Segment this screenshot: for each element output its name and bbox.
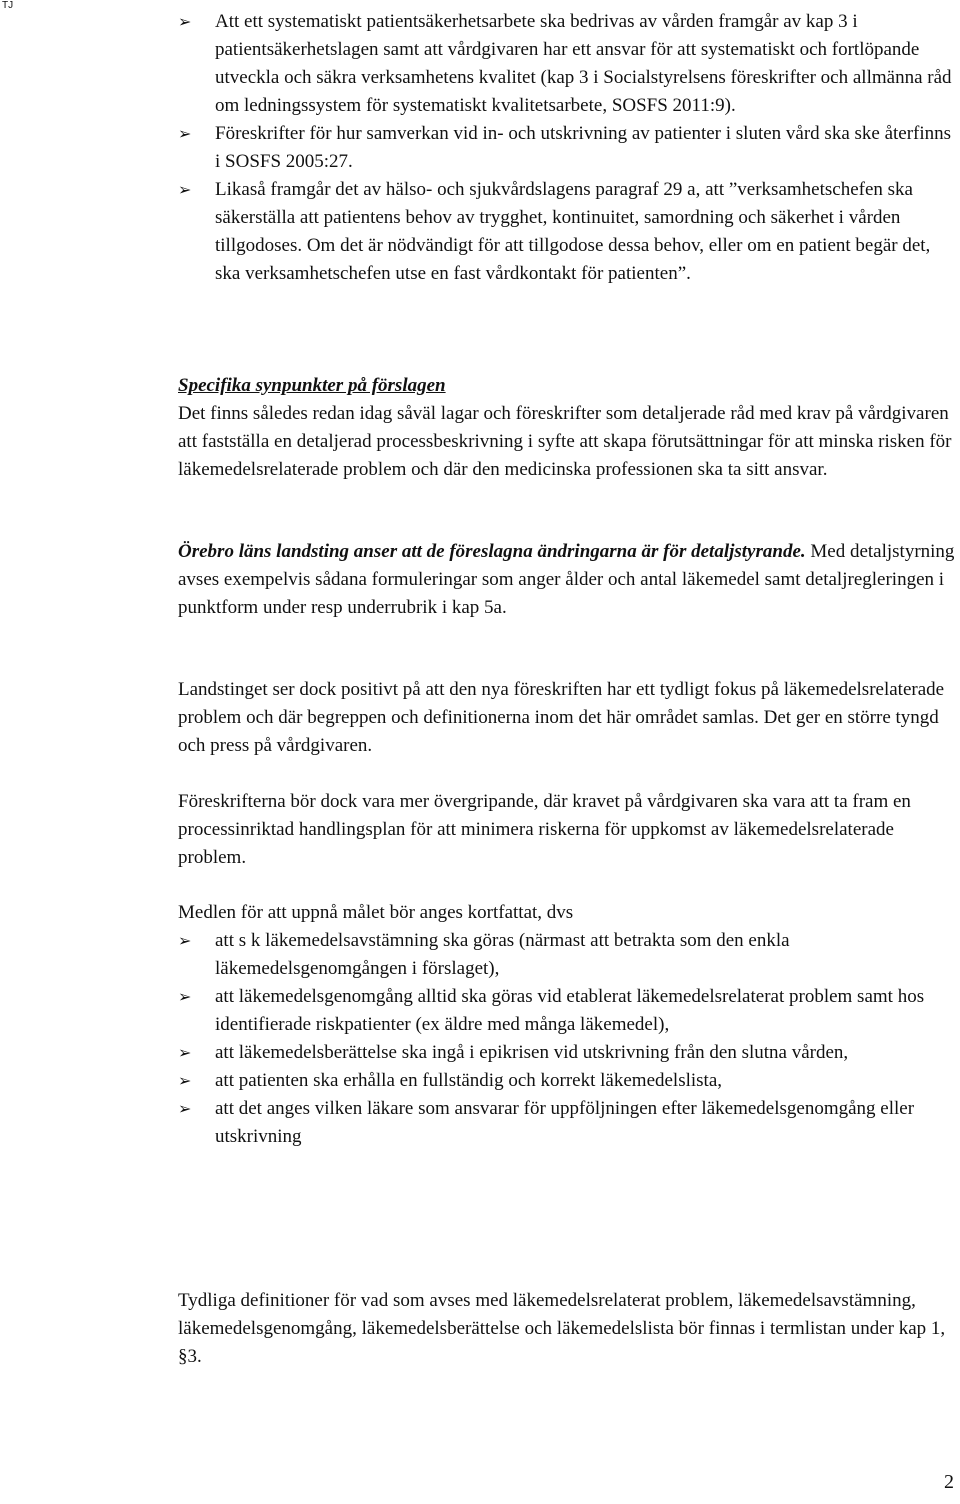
list-item-text: Att ett systematiskt patientsäkerhetsarbete ska bedrivas av vården framgår av kap 3 i patientsäkerhetslagen samt att vårdgivaren har ett ansvar för att systematiskt och fortlöpande utveckla och säkra verksamhetens kvalitet (kap 3 i Socialstyrelsens föreskrifter och allmänna råd om ledningssystem för systematiskt kvalitetsarbete, SOSFS 2011:9). (215, 11, 952, 116)
section-heading: Specifika synpunkter på förslagen (178, 375, 446, 396)
paragraph-text: Tydliga definitioner för vad som avses med läkemedelsrelaterat problem, läkemedelsavstämning, läkemedelsgenomgång, läkemedelsberättelse och läkemedelslista bör finnas i termlistan under kap 1, §3. (178, 1290, 946, 1367)
opinion-paragraph (178, 538, 960, 622)
list-item (178, 1067, 960, 1095)
list-item-text: att patienten ska erhålla en fullständig och korrekt läkemedelslista, (215, 1070, 723, 1091)
list-item (178, 983, 960, 1039)
arrow-bullet-icon: ➢ (178, 1099, 192, 1118)
arrow-bullet-icon: ➢ (178, 1043, 192, 1062)
paragraph-text: Föreskrifterna bör dock vara mer övergripande, där kravet på vårdgivaren ska vara att ta fram en processinriktad handlingsplan för att minimera riskerna för uppkomst av läkemedelsrelaterade problem. (178, 791, 911, 868)
list-item (178, 8, 960, 120)
list-item-text: att läkemedelsgenomgång alltid ska göras vid etablerat läkemedelsrelaterat problem samt hos identifierade riskpatienter (ex äldre med många läkemedel), (215, 986, 925, 1035)
list-item-text: att det anges vilken läkare som ansvarar för uppföljningen efter läkemedelsgenomgång eller utskrivning (215, 1098, 915, 1147)
means-intro (178, 899, 960, 927)
list-item (178, 1095, 960, 1151)
list-item (178, 927, 960, 983)
arrow-bullet-icon: ➢ (178, 12, 192, 31)
opinion-statement: Örebro läns landsting anser att de föreslagna ändringarna är för detaljstyrande. (178, 541, 806, 562)
arrow-bullet-icon: ➢ (178, 931, 192, 950)
list-item-text: att läkemedelsberättelse ska ingå i epikrisen vid utskrivning från den slutna vården, (215, 1042, 849, 1063)
list-item-text: att s k läkemedelsavstämning ska göras (närmast att betrakta som den enkla läkemedelsgenomgången i förslaget), (215, 930, 790, 979)
definitions-paragraph (178, 1287, 960, 1371)
list-item (178, 1039, 960, 1067)
section-paragraph: Det finns således redan idag såväl lagar och föreskrifter som detaljerade råd med krav på vårdgivaren att fastställa en detaljerad processbeskrivning i syfte att skapa förutsättningar för att minska risken för läkemedelsrelaterade problem och där den medicinska professionen ska ta sitt ansvar. (178, 403, 952, 480)
arrow-bullet-icon: ➢ (178, 1071, 192, 1090)
arrow-bullet-icon: ➢ (178, 124, 192, 143)
corner-initials: TJ (2, 0, 14, 11)
positive-paragraph (178, 676, 960, 760)
paragraph-text: Medlen för att uppnå målet bör anges kortfattat, dvs (178, 902, 574, 923)
arrow-bullet-icon: ➢ (178, 987, 192, 1006)
list-item-text: Föreskrifter för hur samverkan vid in- och utskrivning av patienter i sluten vård ska ske återfinns i SOSFS 2005:27. (215, 123, 952, 172)
section-specific-comments (178, 372, 960, 484)
page-number: 2 (944, 1471, 954, 1493)
opinion-explanation: Med detaljstyrning avses exempelvis sådana formuleringar som anger ålder och antal läkemedel samt detaljregleringen i punktform under resp underrubrik i kap 5a. (178, 541, 955, 618)
arrow-bullet-icon: ➢ (178, 180, 192, 199)
list-item (178, 176, 960, 288)
paragraph-text: Landstinget ser dock positivt på att den nya föreskriften har ett tydligt fokus på läkemedelsrelaterade problem och där begreppen och definitionerna inom det här området samlas. Det ger en större tyngd och press på vårdgivaren. (178, 679, 945, 756)
means-bullet-list (178, 927, 960, 1151)
list-item-text: Likaså framgår det av hälso- och sjukvårdslagens paragraf 29 a, att ”verksamhetschefen ska säkerställa att patientens behov av trygghet, kontinuitet, samordning och säkerhet i vården tillgodoses. Om det är nödvändigt för att tillgodose dessa behov, eller om en patient begär det, ska verksamhetschefen utse en fast vårdkontakt för patienten”. (215, 179, 931, 284)
bullet-list-background (178, 8, 960, 288)
overall-paragraph (178, 788, 960, 872)
list-item (178, 120, 960, 176)
